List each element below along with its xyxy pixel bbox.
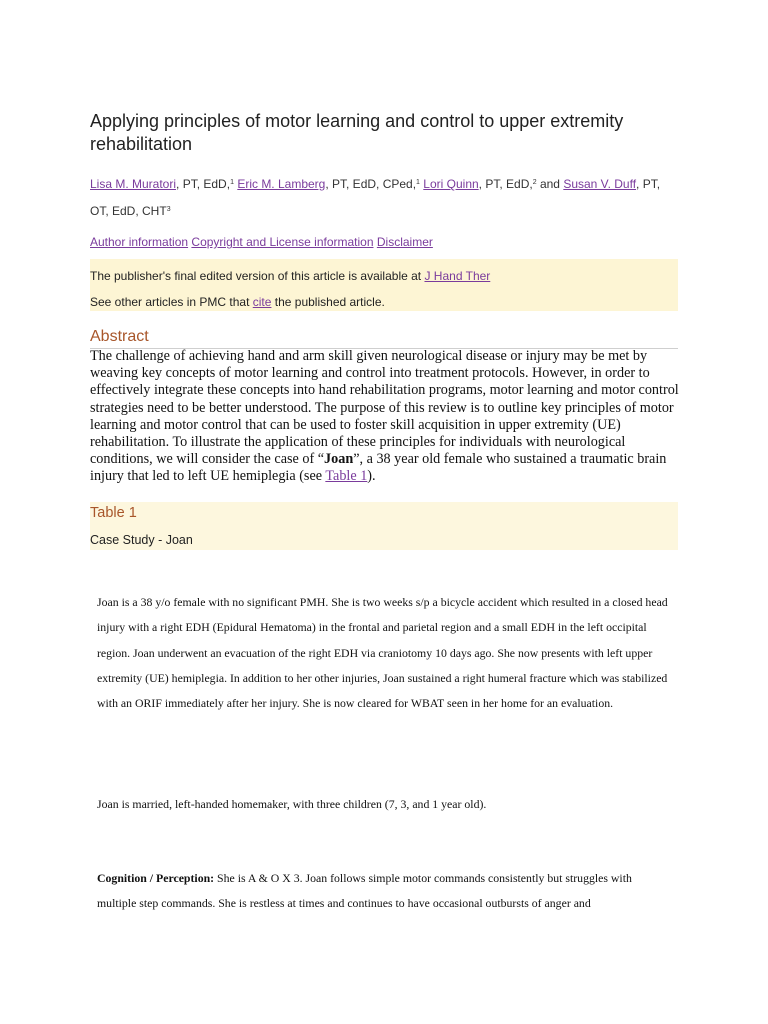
abstract-heading: Abstract [90, 327, 678, 349]
author-joiner: and [536, 177, 564, 191]
table-1-link[interactable]: Table 1 [325, 468, 368, 485]
table-1-header [90, 502, 678, 550]
citing-articles-line [90, 295, 385, 309]
author-creds: , PT, OT, EdD, CHT [90, 177, 661, 218]
author-link-duff[interactable]: Susan V. Duff [563, 177, 637, 191]
author-creds: , PT, EdD, [176, 177, 231, 191]
affiliation-mark: 1 [416, 179, 420, 186]
affiliation-mark: 3 [166, 206, 171, 213]
notice-text: See other articles in PMC that [90, 295, 253, 309]
case-name: Joan [324, 451, 354, 468]
abstract-text-part: The challenge of achieving hand and arm skill given neurological disease or injury may be met by weaving key concepts of motor learning and control into treatment protocols. However, in order to effectively integrate these concepts into hand rehabilitation programs, motor learning and motor control strategies need to be better understood. The purpose of this review is to outline key principles of motor learning and motor control that can be used to foster skill acquisition in upper extremity (UE) rehabilitation. To illustrate the application of these principles for individuals with neurological conditions, we will consider the case of “ [90, 348, 679, 468]
case-study-paragraph: Joan is married, left-handed homemaker, with three children (7, 3, and 1 year old). [97, 797, 487, 811]
author-link-muratori[interactable]: Lisa M. Muratori [90, 177, 177, 191]
abstract-text-part: ). [367, 468, 376, 485]
cognition-label: Cognition / Perception: [97, 871, 215, 885]
affiliation-mark: 1 [230, 179, 234, 186]
notice-text: the published article. [271, 295, 385, 309]
journal-link[interactable]: J Hand Ther [424, 269, 491, 283]
author-creds: , PT, EdD, [478, 177, 533, 191]
author-list [90, 170, 678, 224]
article-meta-links [90, 234, 433, 250]
author-link-quinn[interactable]: Lori Quinn [423, 177, 479, 191]
publisher-notice [90, 259, 678, 311]
table-label: Table 1 [90, 505, 137, 521]
case-study-paragraph: Joan is a 38 y/o female with no significant PMH. She is two weeks s/p a bicycle accident which resulted in a closed head injury with a right EDH (Epidural Hematoma) in the frontal and parietal region and a small EDH in the left occipital region. Joan underwent an evacuation of the right EDH via craniotomy 10 days ago. She now presents with left upper extremity (UE) hemiplegia. In addition to her other injuries, Joan sustained a right humeral fracture which was stabilized with an ORIF immediately after her injury. She is now cleared for WBAT seen in her home for an evaluation. [97, 595, 668, 711]
copyright-license-link[interactable]: Copyright and License information [191, 235, 374, 249]
publisher-version-line [90, 269, 490, 283]
author-link-lamberg[interactable]: Eric M. Lamberg [237, 177, 326, 191]
case-study-cognition [97, 866, 672, 917]
article-title: Applying principles of motor learning and control to upper extremity rehabilitation [90, 111, 624, 154]
cognition-text: She is A & O X 3. Joan follows simple motor commands consistently but struggles with multiple step commands. She is restless at times and continues to have occasional outbursts of anger and [97, 871, 632, 911]
disclaimer-link[interactable]: Disclaimer [376, 235, 433, 249]
abstract-text-part: ”, a 38 year old female who sustained a traumatic brain injury that led to left UE hemiplegia (see [90, 451, 667, 485]
abstract-text [90, 348, 682, 486]
notice-text: The publisher's final edited version of this article is available at [90, 269, 425, 283]
author-creds: , PT, EdD, CPed, [325, 177, 417, 191]
author-information-link[interactable]: Author information [90, 235, 189, 249]
cite-link[interactable]: cite [252, 295, 272, 309]
table-caption: Case Study - Joan [90, 533, 193, 547]
affiliation-mark: 2 [532, 179, 537, 186]
